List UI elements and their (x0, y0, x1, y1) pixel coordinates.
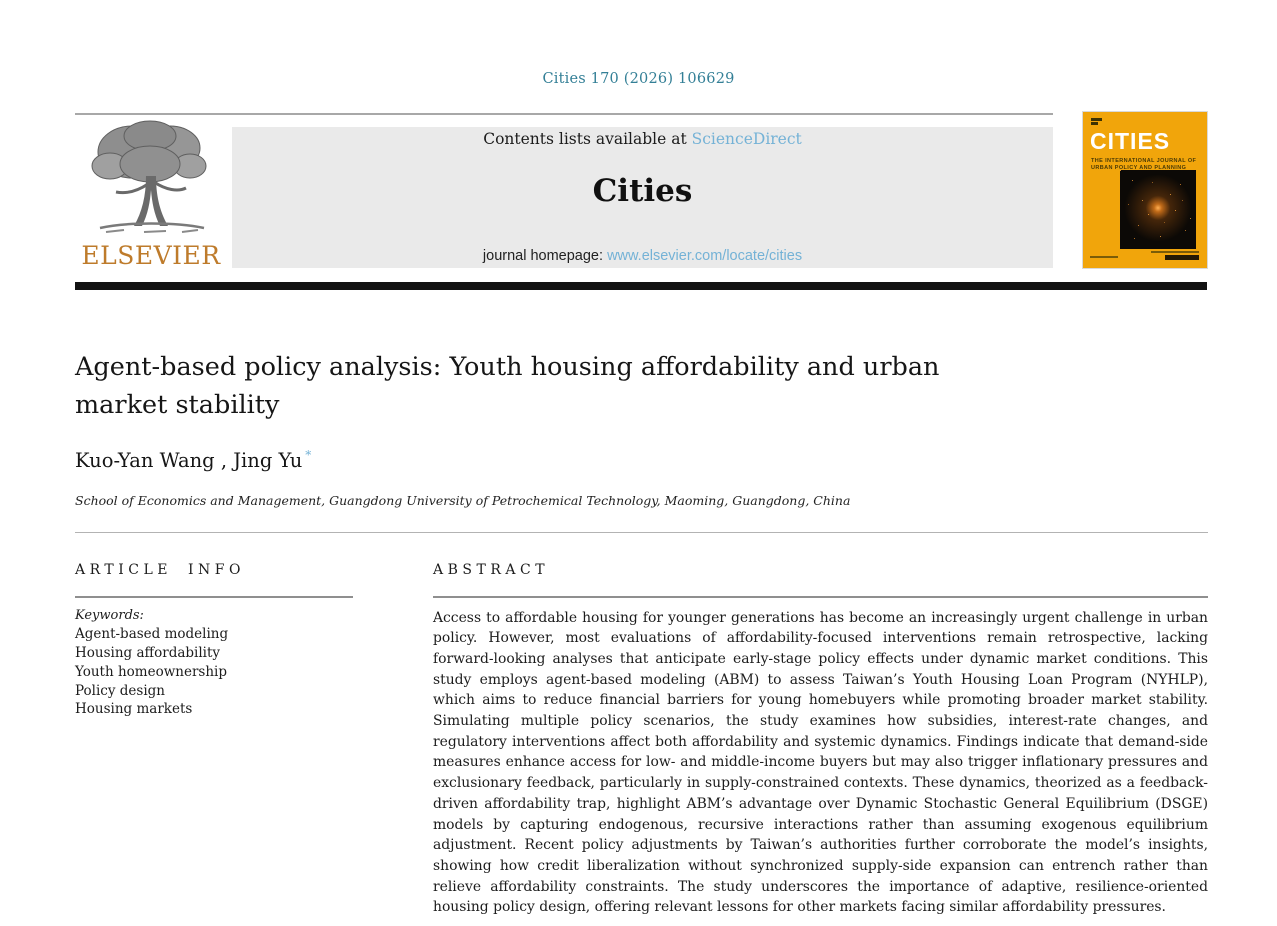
keyword-item: Housing affordability (75, 645, 221, 662)
journal-citation-link[interactable]: Cities 170 (2026) 106629 (542, 71, 735, 87)
contents-line-text: Contents lists available at (483, 130, 692, 148)
abstract-rule (433, 596, 1208, 598)
cover-title: CITIES (1090, 128, 1171, 154)
keyword-item: Youth homeownership (75, 663, 227, 680)
homepage-line (232, 248, 1053, 264)
cover-subtitle: THE INTERNATIONAL JOURNAL OF URBAN POLICY AND PLANNING (1091, 158, 1197, 171)
author-names: Kuo-Yan Wang , Jing Yu (75, 449, 303, 472)
abstract-section (433, 560, 1208, 918)
abstract-heading: ABSTRACT (433, 562, 550, 578)
header-divider-bar (75, 282, 1207, 290)
journal-cover-thumbnail (1083, 112, 1207, 268)
elsevier-wordmark: ELSEVIER (81, 241, 221, 270)
author-line (75, 448, 311, 472)
keyword-item: Policy design (75, 682, 165, 699)
corresponding-author-asterisk-link[interactable]: * (305, 448, 312, 462)
keyword-item: Housing markets (75, 701, 193, 718)
elsevier-mini-mark-icon (1091, 118, 1102, 127)
header-top-rule (75, 113, 1053, 115)
sciencedirect-link[interactable]: ScienceDirect (691, 130, 802, 148)
article-info-heading: ARTICLE INFO (75, 562, 245, 578)
homepage-prefix: journal homepage: (482, 248, 608, 264)
journal-banner (232, 127, 1053, 268)
homepage-url-link[interactable]: www.elsevier.com/locate/cities (607, 248, 803, 264)
article-info-rule (75, 596, 353, 598)
cover-footer-left-text (1090, 256, 1118, 258)
contents-line (232, 130, 1053, 148)
article-info-section (75, 560, 353, 719)
journal-name: Cities (592, 173, 693, 209)
article-title: Agent-based policy analysis: Youth housing affordability and urban market stability (75, 352, 940, 420)
abstract-text: Access to affordable housing for younger generations has become an increasingly urgent challenge in urban policy. However, most evaluations of affordability-focused interventions remain retrospective, lacking forward-looking analyses that anticipate early-stage policy effects under dynamic market conditions. This study employs agent-based modeling (ABM) to assess Taiwan’s Youth Housing Loan Program (NYHLP), which aims to reduce financial barriers for young homebuyers while promoting broader market stability. Simulating multiple policy scenarios, the study examines how subsidies, interest-rate changes, and regulatory interventions affect both affordability and systemic dynamics. Findings indicate that demand-side measures enhance access for low- and middle-income buyers but may also trigger inflationary pressures and exclusionary feedback, particularly in supply-constrained contexts. These dynamics, theorized as a feedback-driven affordability trap, highlight ABM’s advantage over Dynamic Stochastic General Equilibrium (DSGE) models by capturing endogenous, recursive interactions rather than assuming exogenous equilibrium adjustment. Recent policy adjustments by Taiwan’s authorities further corroborate the model’s insights, showing how credit liberalization without synchronized supply-side expansion can entrench rather than relieve affordability constraints. The study underscores the importance of adaptive, resilience-oriented housing policy design, offering relevant lessons for other markets facing similar affordability pressures. (433, 609, 1208, 916)
keyword-item: Agent-based modeling (75, 626, 229, 643)
elsevier-tree-icon (75, 118, 227, 240)
elsevier-logo (75, 118, 227, 270)
keywords-label: Keywords: (75, 607, 144, 623)
headmatter-rule (75, 532, 1208, 533)
cover-city-lights-image (1120, 170, 1196, 249)
affiliation: School of Economics and Management, Guangdong University of Petrochemical Technology, Maoming, Guangdong, China (75, 493, 851, 508)
cover-footer-right-text (1151, 251, 1199, 260)
